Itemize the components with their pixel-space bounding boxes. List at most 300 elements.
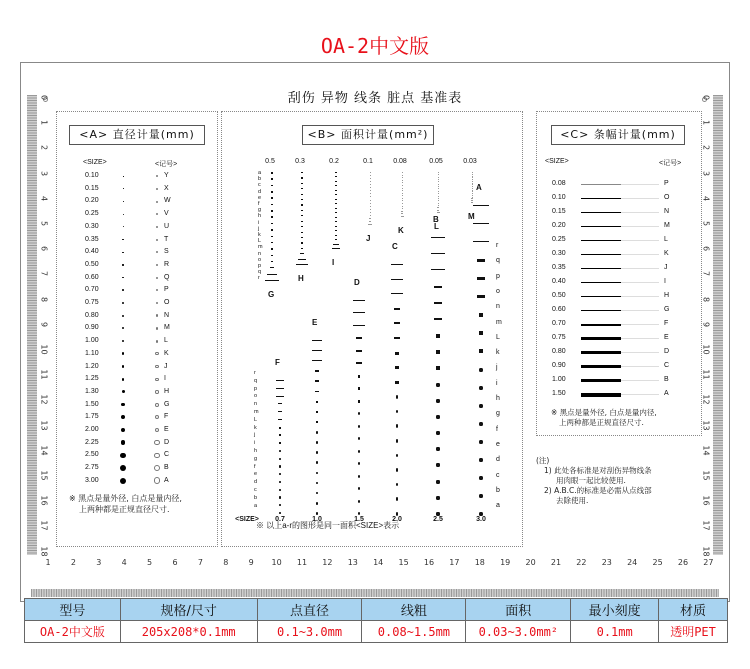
white-dot-icon [155, 403, 159, 407]
area-shape-icon [396, 454, 399, 458]
area-shape-icon [477, 295, 485, 297]
size-value: 2.00 [85, 426, 99, 433]
ruler-tick-label: 25 [652, 558, 663, 567]
section-a-note [69, 493, 182, 515]
area-shape-icon [438, 186, 439, 187]
ruler-tick-label: 7 [39, 271, 49, 277]
header-cell: 最小刻度 [571, 599, 659, 621]
area-shape-icon [436, 447, 439, 451]
code-value: B [664, 376, 669, 383]
area-shape-icon [271, 191, 274, 193]
shape-letter: i [254, 440, 256, 447]
white-dot-icon [156, 251, 158, 253]
ruler-tick-label: 5 [39, 220, 49, 227]
shape-letter: q [254, 377, 258, 384]
ruler-tick-label: 3 [39, 170, 49, 176]
size-value: 0.75 [552, 334, 566, 341]
note-line: ※ 黑点是量外径, 白点是量内径, [69, 494, 182, 503]
area-shape-icon [316, 441, 318, 444]
shape-letter: L [496, 333, 500, 341]
line-sample [581, 226, 621, 227]
area-shape-icon [271, 261, 274, 263]
shape-letter: j [254, 432, 256, 439]
black-dot-icon [123, 214, 124, 215]
area-shape-icon [402, 175, 403, 176]
shape-letter: n [258, 250, 262, 257]
white-dot-icon [155, 428, 160, 433]
area-shape-icon [370, 184, 371, 185]
dot-row [57, 413, 217, 425]
code-value: U [164, 222, 170, 230]
value-cell: OA-2中文版 [25, 621, 121, 643]
shape-letter: b [254, 494, 258, 501]
shape-letter: g [258, 207, 262, 214]
area-shape-icon [276, 380, 284, 381]
size-value: 0.15 [552, 208, 566, 215]
line-sample [581, 351, 621, 353]
reference-card [20, 62, 730, 602]
code-value: I [664, 278, 666, 285]
shape-letter: c [254, 487, 257, 493]
area-shape-icon [370, 172, 371, 173]
header-cell: 规格/尺寸 [120, 599, 257, 621]
code-value: E [664, 334, 669, 341]
ruler-tick-label: 2 [701, 145, 711, 151]
area-shape-icon [471, 202, 473, 203]
area-shape-icon [335, 194, 337, 195]
ruler-tick-label: 15 [39, 470, 49, 481]
area-shape-icon [316, 512, 318, 515]
line-sample-faded [621, 282, 659, 283]
code-value: W [164, 197, 171, 205]
value-cell: 0.1~3.0mm [257, 621, 362, 643]
line-sample-faded [621, 366, 659, 367]
line-row [537, 334, 703, 347]
ruler-tick-label: 3 [96, 558, 102, 567]
line-row [537, 376, 703, 389]
white-dot-icon [156, 289, 158, 291]
code-value: F [664, 320, 669, 327]
area-shape-icon [315, 370, 320, 371]
ruler-tick-label: 16 [423, 558, 435, 567]
spec-header-row [25, 599, 728, 621]
ruler-tick-label: 15 [701, 470, 711, 481]
shape-letter: g [254, 455, 258, 462]
dot-row [57, 223, 217, 235]
black-dot-icon [120, 465, 126, 471]
ruler-tick-label: 27 [703, 558, 714, 567]
code-value: S [164, 248, 169, 256]
area-shape-icon [356, 350, 362, 352]
black-dot-icon [122, 252, 123, 253]
ruler-tick-label: 12 [39, 394, 49, 405]
area-shape-icon [358, 375, 361, 378]
code-value: A [664, 390, 669, 397]
code-value: K [664, 250, 669, 257]
area-code-label: D [354, 278, 360, 287]
area-size-label: 1.5 [354, 516, 364, 523]
ruler-tick-label: 2 [39, 145, 49, 151]
area-shape-icon [436, 334, 440, 338]
dot-row [57, 426, 217, 438]
shape-letter: g [496, 410, 500, 418]
area-shape-icon [358, 512, 361, 515]
line-row [537, 264, 703, 277]
shape-letter: f [258, 201, 260, 207]
ruler-tick-label: 5 [147, 558, 153, 567]
area-shape-icon [436, 366, 440, 370]
shape-letter: a [258, 170, 262, 176]
area-shape-icon [301, 188, 303, 189]
area-shape-icon [431, 253, 445, 254]
area-shape-icon [312, 350, 322, 351]
header-cell: 材质 [659, 599, 728, 621]
area-size-label: 2.0 [392, 516, 402, 523]
area-shape-icon [438, 172, 439, 173]
area-shape-icon [396, 439, 399, 443]
area-shape-icon [436, 399, 439, 403]
ruler-tick-label: 5 [701, 220, 711, 227]
dot-row [57, 185, 217, 197]
code-value: B [164, 464, 169, 472]
area-shape-icon [316, 461, 318, 464]
area-code-label: M [468, 212, 475, 221]
black-dot-icon [120, 478, 126, 484]
code-value: X [164, 184, 169, 192]
area-shape-icon [316, 492, 318, 495]
ruler-tick-label: 26 [677, 558, 689, 567]
ruler-tick-label: 4 [701, 195, 711, 201]
ruler-tick-label: 20 [525, 558, 536, 567]
area-shape-icon [370, 215, 371, 216]
shape-letter: e [496, 440, 500, 448]
area-shape-icon [395, 352, 398, 355]
area-shape-icon [434, 318, 441, 320]
ruler-tick-label: 4 [121, 558, 127, 567]
ruler-tick-label: 21 [550, 558, 562, 567]
area-shape-icon [271, 236, 274, 238]
area-shape-icon [316, 482, 318, 485]
note-line: ※ 黑点是量外径, 白点是量内径, [551, 408, 657, 417]
line-row [537, 194, 703, 207]
white-dot-icon [156, 302, 158, 304]
area-shape-icon [438, 179, 439, 180]
shape-letter: i [258, 219, 260, 226]
area-size-label: 0.5 [265, 158, 275, 165]
white-dot-icon [155, 390, 158, 393]
code-value: T [164, 235, 169, 243]
code-value: A [164, 476, 169, 484]
line-sample-faded [621, 212, 659, 213]
code-value: N [664, 208, 670, 215]
line-sample-faded [621, 380, 659, 381]
size-value: 0.20 [85, 197, 99, 205]
size-value: 2.75 [85, 464, 99, 472]
code-value: J [664, 264, 668, 271]
size-value: 0.75 [85, 299, 99, 306]
area-shape-icon [271, 216, 274, 218]
code-value: O [164, 299, 170, 306]
area-shape-icon [431, 237, 445, 238]
size-header: <SIZE> [545, 158, 569, 165]
code-header: <记号> [155, 161, 178, 168]
area-shape-icon [402, 172, 403, 173]
area-shape-icon [479, 422, 483, 426]
area-shape-icon [271, 229, 274, 231]
area-shape-icon [312, 340, 322, 341]
area-size-label: 0.1 [363, 158, 373, 165]
area-shape-icon [358, 412, 361, 415]
black-dot-icon [122, 239, 123, 240]
shape-letter: c [496, 471, 500, 479]
area-shape-icon [356, 362, 362, 364]
black-dot-icon [123, 176, 124, 177]
size-value: 0.50 [552, 292, 566, 299]
shape-letter: r [254, 370, 256, 376]
code-value: F [164, 413, 169, 421]
black-dot-icon [122, 315, 124, 317]
area-shape-icon [270, 267, 275, 268]
black-dot-icon [121, 403, 124, 406]
line-sample-faded [621, 310, 659, 311]
remarks-heading: (注) [536, 456, 550, 465]
area-shape-icon [479, 368, 483, 372]
area-shape-icon [358, 462, 361, 465]
area-shape-icon [473, 223, 489, 224]
black-dot-icon [123, 188, 124, 189]
white-dot-icon [156, 188, 158, 190]
area-code-label: F [275, 358, 280, 367]
area-shape-icon [396, 424, 399, 428]
line-sample [581, 240, 621, 241]
shape-letter: c [258, 182, 261, 189]
code-value: K [164, 349, 169, 357]
area-shape-icon [279, 458, 281, 460]
area-shape-icon [316, 502, 318, 505]
area-shape-icon [436, 480, 439, 484]
area-shape-icon [391, 279, 404, 280]
area-shape-icon [370, 178, 371, 179]
shape-letter: o [496, 287, 500, 295]
dot-row [57, 451, 217, 463]
code-value: L [164, 337, 168, 345]
dot-row [57, 464, 217, 476]
dot-row [57, 312, 217, 324]
area-shape-icon [353, 312, 364, 313]
area-shape-icon [271, 178, 274, 180]
ruler-tick-label: 0 [701, 94, 711, 101]
area-size-label: 0.3 [295, 158, 305, 165]
line-row [537, 362, 703, 375]
dot-row [57, 197, 217, 209]
size-value: 0.90 [85, 324, 99, 332]
ruler-tick-label: 13 [39, 420, 49, 431]
area-code-label: E [312, 318, 318, 327]
shape-letter: h [496, 395, 500, 402]
ruler-tick-label: 9 [248, 558, 254, 567]
area-shape-icon [301, 204, 303, 205]
ruler-tick-label: 8 [701, 296, 711, 302]
dot-row [57, 324, 217, 336]
area-shape-icon [438, 203, 439, 204]
area-shape-icon [477, 277, 485, 279]
area-shape-icon [438, 184, 439, 185]
area-shape-icon [434, 302, 441, 304]
size-value: 0.30 [552, 250, 566, 257]
code-value: P [664, 180, 669, 187]
ruler-tick-label: 2 [70, 558, 76, 567]
size-value: 0.10 [85, 172, 99, 179]
ruler-tick-label: 7 [701, 271, 711, 277]
ruler-tick-label: 18 [701, 546, 711, 557]
size-value: 1.50 [552, 390, 566, 397]
black-dot-icon [122, 302, 124, 304]
spec-value-row [25, 621, 728, 643]
area-shape-icon [316, 411, 318, 413]
line-sample-faded [621, 394, 659, 395]
area-shape-icon [358, 487, 361, 490]
ruler-tick-label: 17 [449, 558, 460, 567]
area-shape-icon [402, 185, 403, 186]
spec-table [24, 598, 728, 643]
code-value: I [164, 375, 166, 383]
area-shape-icon [271, 248, 274, 250]
remark-line: 1) 此处各标准是对刮伤异物线条 [544, 466, 652, 475]
area-shape-icon [301, 215, 303, 216]
shape-letter: j [496, 364, 498, 372]
area-shape-icon [394, 322, 400, 324]
card-title: 刮伤 异物 线条 脏点 基准表 [287, 91, 463, 106]
ruler-tick-label: 1 [45, 558, 51, 567]
ruler-tick-label: 16 [39, 495, 49, 506]
line-sample [581, 324, 621, 326]
size-value: 1.30 [85, 387, 99, 395]
black-dot-icon [122, 264, 123, 265]
area-shape-icon [396, 497, 399, 501]
area-shape-icon [436, 415, 439, 419]
area-shape-icon [370, 209, 371, 210]
area-code-label: H [298, 274, 304, 283]
area-size-label: 0.03 [463, 158, 477, 165]
area-shape-icon [301, 199, 303, 200]
line-sample [581, 310, 621, 312]
area-shape-icon [402, 206, 403, 207]
dot-row [57, 274, 217, 286]
white-dot-icon [156, 277, 158, 279]
area-shape-icon [335, 176, 337, 177]
area-shape-icon [267, 274, 276, 275]
line-row [537, 208, 703, 221]
area-shape-icon [477, 259, 485, 261]
area-shape-icon [396, 483, 399, 487]
area-shape-icon [473, 205, 489, 206]
size-value: 0.35 [85, 235, 99, 243]
area-shape-icon [300, 253, 304, 254]
section-b-note: ※ 以上a-r的图形是同一面积<SIZE>表示 [256, 521, 400, 530]
shape-letter: p [258, 263, 262, 269]
ruler-tick-label: 18 [39, 546, 49, 557]
size-value: 0.60 [85, 273, 99, 281]
line-sample-faded [621, 240, 659, 241]
black-dot-icon [121, 440, 126, 445]
shape-letter: r [496, 242, 499, 249]
shape-letter: m [258, 244, 263, 251]
area-shape-icon [335, 217, 337, 218]
ruler-tick-label: 11 [701, 369, 711, 380]
shape-letter: n [254, 401, 258, 408]
ruler-tick-label: 7 [197, 558, 203, 567]
area-shape-icon [394, 337, 400, 339]
area-shape-icon [279, 512, 281, 514]
ruler-tick-label: 12 [322, 558, 333, 567]
ruler-tick-label: 17 [39, 520, 49, 531]
area-shape-icon [315, 380, 320, 381]
ruler-tick-label: 6 [701, 246, 711, 252]
area-size-label: 0.08 [393, 158, 407, 165]
dot-row [57, 350, 217, 362]
white-dot-icon [156, 264, 158, 266]
line-sample [581, 198, 621, 199]
code-value: G [664, 306, 670, 313]
area-code-label: B [433, 215, 439, 224]
line-sample [581, 393, 621, 397]
line-sample-faded [621, 184, 659, 185]
dot-row [57, 299, 217, 311]
area-shape-icon [401, 216, 404, 217]
ruler-tick-label: 19 [500, 558, 511, 567]
ruler-tick-label: 13 [701, 420, 711, 431]
area-shape-icon [358, 400, 361, 403]
area-shape-icon [401, 213, 403, 214]
section-c-note [551, 408, 657, 428]
area-shape-icon [353, 325, 364, 326]
area-shape-icon [396, 410, 399, 414]
area-shape-icon [436, 383, 439, 387]
white-dot-icon [155, 365, 158, 368]
area-shape-icon [402, 203, 403, 204]
section-b-title: <B> 面积计量(mm²) [302, 125, 434, 145]
shape-letter: k [254, 424, 257, 431]
bottom-ruler [31, 589, 719, 597]
area-shape-icon [391, 264, 404, 265]
shape-letter: p [254, 385, 258, 392]
ruler-tick-label: 12 [701, 394, 711, 405]
section-c-panel [536, 111, 702, 436]
area-shape-icon [358, 437, 361, 440]
area-shape-icon [358, 387, 361, 390]
area-shape-icon [335, 212, 337, 213]
area-shape-icon [335, 190, 337, 191]
header-cell: 型号 [25, 599, 121, 621]
area-shape-icon [396, 512, 399, 516]
line-sample [581, 379, 621, 382]
area-shape-icon [402, 195, 403, 196]
ruler-tick-label: 1 [39, 120, 49, 126]
code-value: V [164, 210, 169, 218]
area-shape-icon [271, 185, 274, 187]
line-row [537, 390, 703, 403]
white-dot-icon [156, 340, 159, 343]
ruler-tick-label: 15 [398, 558, 409, 567]
area-shape-icon [301, 242, 303, 243]
shape-letter: k [496, 349, 500, 357]
shape-letter: h [258, 213, 262, 220]
header-cell: 点直径 [257, 599, 362, 621]
area-shape-icon [438, 193, 439, 194]
code-value: L [664, 236, 668, 243]
area-shape-icon [356, 337, 362, 339]
area-shape-icon [271, 223, 274, 225]
